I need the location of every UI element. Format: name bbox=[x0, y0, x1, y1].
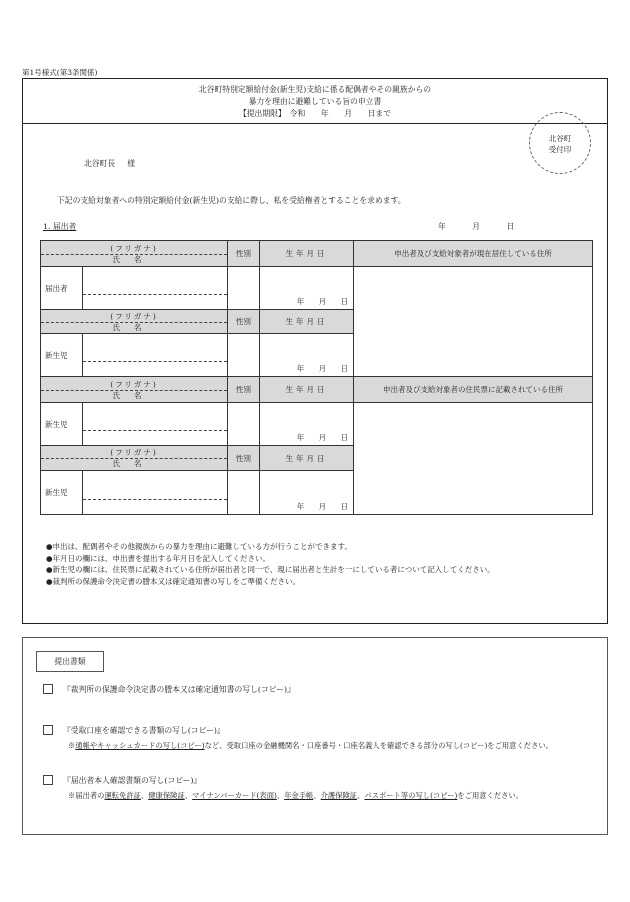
form-title-line2: 暴力を理由に避難している旨の申立書 bbox=[248, 97, 382, 106]
applicant-table bbox=[40, 240, 593, 515]
shimei-header: 氏名 bbox=[112, 390, 156, 400]
birthdate-header: 生年月日 bbox=[260, 377, 354, 403]
separator: 、 bbox=[357, 791, 365, 800]
newborn2-name-field[interactable] bbox=[83, 403, 228, 446]
doc-health-insurance: 健康保険証 bbox=[148, 791, 185, 800]
furigana-header: (フリガナ) bbox=[41, 447, 227, 459]
submission-deadline: 【提出期限】 令和 年 月 日まで bbox=[238, 109, 392, 118]
form-title-area bbox=[23, 79, 607, 124]
newborn2-furigana-field[interactable] bbox=[83, 417, 227, 431]
name-header bbox=[41, 241, 228, 267]
form-title-line1: 北谷町特別定額給付金(新生児)支給に係る配偶者やその親族からの bbox=[198, 85, 432, 94]
gender-header: 性別 bbox=[228, 377, 260, 403]
doc-pension-book: 年金手帳 bbox=[284, 791, 314, 800]
row-label-applicant: 届出者 bbox=[41, 267, 83, 310]
name-header bbox=[41, 310, 228, 334]
document2-note-prefix: ※ bbox=[68, 741, 76, 750]
newborn1-birthdate-field[interactable]: 年 月 日 bbox=[260, 334, 354, 377]
form-number-label: 第1号様式(第3条関係) bbox=[22, 68, 98, 77]
newborn1-gender-field[interactable] bbox=[228, 334, 260, 377]
separator: 、 bbox=[276, 791, 285, 800]
required-documents-title: 提出書類 bbox=[36, 651, 104, 672]
document3-note-prefix: ※届出者の bbox=[68, 791, 105, 800]
newborn3-name-field[interactable] bbox=[83, 471, 228, 515]
applicant-birthdate-field[interactable]: 年 月 日 bbox=[260, 267, 354, 310]
newborn3-birthdate-field[interactable]: 年 月 日 bbox=[260, 471, 354, 515]
newborn1-name-field[interactable] bbox=[83, 334, 228, 377]
required-documents-box bbox=[22, 637, 608, 835]
newborn3-gender-field[interactable] bbox=[228, 471, 260, 515]
furigana-header: (フリガナ) bbox=[41, 379, 227, 391]
separator: 、 bbox=[140, 791, 149, 800]
document1-label: 『裁判所の保護命令決定書の謄本又は確定通知書の写し(コピー)』 bbox=[63, 685, 295, 694]
shimei-header: 氏名 bbox=[112, 322, 156, 332]
document2-checkbox[interactable] bbox=[43, 725, 53, 735]
doc-care-insurance: 介護保険証 bbox=[320, 791, 358, 800]
section1-label: 1. 届出者 bbox=[43, 222, 77, 231]
doc-mynumber-card: マイナンバーカード(表面) bbox=[192, 791, 277, 800]
document2-note-rest: など、受取口座の金融機関名・口座番号・口座名義人を確認できる部分の写し(コピー)をご用意ください。 bbox=[204, 741, 553, 750]
registered-address-field[interactable] bbox=[354, 403, 593, 515]
name-header bbox=[41, 377, 228, 403]
stamp-line1: 北谷町 bbox=[548, 134, 572, 143]
doc-license: 運転免許証 bbox=[104, 791, 141, 800]
row-label-newborn: 新生児 bbox=[41, 334, 83, 377]
shimei-header: 氏名 bbox=[112, 459, 156, 468]
separator: 、 bbox=[313, 791, 321, 800]
gender-header: 性別 bbox=[228, 241, 260, 267]
furigana-header: (フリガナ) bbox=[41, 311, 227, 323]
newborn2-birthdate-field[interactable]: 年 月 日 bbox=[260, 403, 354, 446]
note-item: ●新生児の欄には、住民票に記載されている住所が届出者と同一で、現に届出者と生計を一にしている者について記入してください。 bbox=[46, 565, 495, 574]
document2-note bbox=[68, 740, 598, 751]
document1-checkbox[interactable] bbox=[43, 684, 53, 694]
birthdate-header: 生年月日 bbox=[260, 310, 354, 334]
submission-date-field[interactable]: 年 月 日 bbox=[438, 222, 515, 231]
document3-checkbox[interactable] bbox=[43, 775, 53, 785]
applicant-name-field[interactable] bbox=[83, 267, 228, 310]
address-header-current: 申出者及び支給対象者が現在居住している住所 bbox=[354, 241, 593, 267]
gender-header: 性別 bbox=[228, 446, 260, 471]
addressee bbox=[84, 158, 135, 169]
newborn2-gender-field[interactable] bbox=[228, 403, 260, 446]
document3-note bbox=[68, 790, 598, 801]
note-item: ●年月日の欄には、申出書を提出する年月日を記入してください。 bbox=[46, 553, 271, 563]
document2-label: 『受取口座を確認できる書類の写し(コピー)』 bbox=[63, 726, 225, 735]
name-header bbox=[41, 446, 228, 471]
note-item: ●裁判所の保護命令決定書の謄本又は確定通知書の写しをご準備ください。 bbox=[46, 576, 301, 586]
furigana-header: (フリガナ) bbox=[41, 243, 227, 255]
addressee-name: 北谷町長 bbox=[84, 159, 116, 168]
row-label-newborn: 新生児 bbox=[41, 403, 83, 446]
row-label-newborn: 新生児 bbox=[41, 471, 83, 515]
doc-passport: パスポート等の写し(コピー) bbox=[364, 791, 458, 800]
gender-header: 性別 bbox=[228, 310, 260, 334]
reception-stamp-circle bbox=[529, 112, 591, 174]
stamp-line2: 受付印 bbox=[548, 145, 572, 154]
request-text: 下記の支給対象者への特別定額給付金(新生児)の支給に際し、私を受給権者とすることを求めます。 bbox=[57, 196, 406, 205]
document3-note-rest: をご用意ください。 bbox=[457, 791, 524, 800]
applicant-furigana-field[interactable] bbox=[83, 281, 227, 295]
document2-note-underlined: 通帳やキャッシュカードの写し(コピー) bbox=[75, 741, 205, 750]
applicant-gender-field[interactable] bbox=[228, 267, 260, 310]
address-header-registered: 申出者及び支給対象者の住民票に記載されている住所 bbox=[354, 377, 593, 403]
current-address-field[interactable] bbox=[354, 267, 593, 377]
notes-list bbox=[46, 541, 591, 587]
newborn3-furigana-field[interactable] bbox=[83, 486, 227, 500]
shimei-header: 氏名 bbox=[112, 254, 156, 264]
newborn1-furigana-field[interactable] bbox=[83, 348, 227, 362]
addressee-honorific: 様 bbox=[127, 159, 135, 168]
separator: 、 bbox=[184, 791, 193, 800]
birthdate-header: 生年月日 bbox=[260, 446, 354, 471]
birthdate-header: 生年月日 bbox=[260, 241, 354, 267]
document3-label: 『届出者本人確認書類の写し(コピー)』 bbox=[63, 776, 202, 785]
note-item: ●申出は、配偶者やその他親族からの暴力を理由に避難している方が行うことができます。 bbox=[46, 542, 352, 551]
